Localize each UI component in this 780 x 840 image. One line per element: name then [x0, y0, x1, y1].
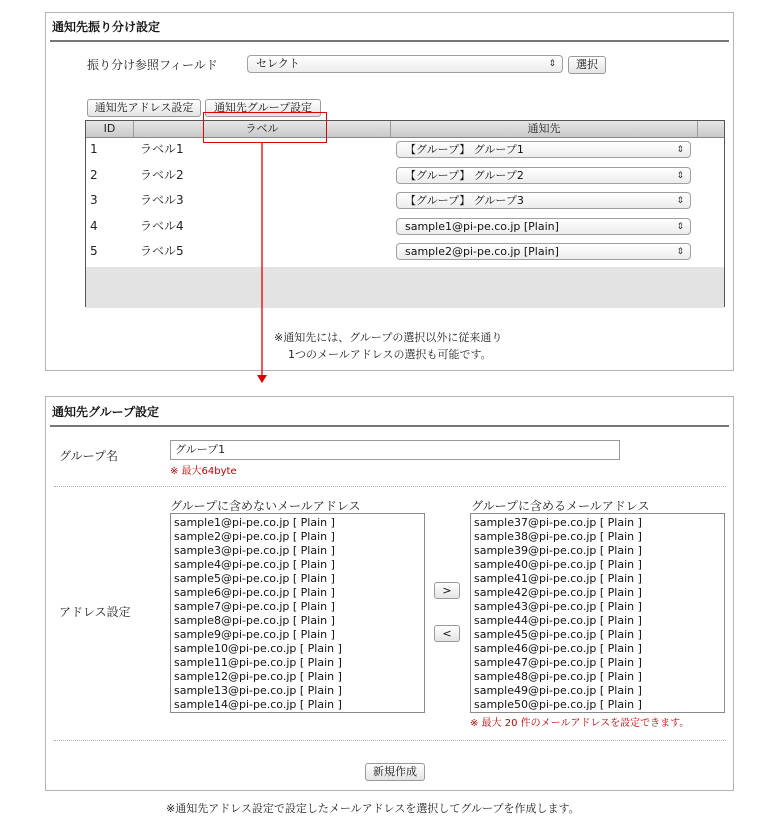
routing-table-empty-area — [86, 267, 724, 308]
included-address-option[interactable]: sample43@pi-pe.co.jp [ Plain ] — [474, 600, 642, 613]
table-row — [86, 189, 724, 215]
select-arrow-icon: ⇕ — [676, 170, 684, 181]
row-divider — [54, 740, 726, 741]
included-addresses-list[interactable] — [470, 513, 725, 713]
included-address-option[interactable]: sample38@pi-pe.co.jp [ Plain ] — [474, 530, 642, 543]
destination-select-value: 【グループ】 グループ2 — [405, 168, 524, 182]
row-id: 4 — [90, 218, 98, 233]
routing-field-select-value: セレクト — [256, 57, 300, 70]
destination-select[interactable] — [396, 167, 691, 184]
label-column-highlight — [203, 112, 327, 143]
included-address-option[interactable]: sample47@pi-pe.co.jp [ Plain ] — [474, 656, 642, 669]
destination-select[interactable] — [396, 192, 691, 209]
select-arrow-icon: ⇕ — [676, 196, 684, 207]
excluded-address-option[interactable]: sample5@pi-pe.co.jp [ Plain ] — [174, 572, 335, 585]
address-settings-label: アドレス設定 — [59, 605, 131, 619]
excluded-address-option[interactable]: sample11@pi-pe.co.jp [ Plain ] — [174, 656, 342, 669]
routing-table-header — [86, 121, 724, 138]
group-name-limit-note: ※ 最大64byte — [170, 466, 237, 477]
destination-select-value: sample1@pi-pe.co.jp [Plain] — [405, 219, 559, 233]
row-id: 1 — [90, 142, 98, 156]
destination-select-value: sample2@pi-pe.co.jp [Plain] — [405, 245, 559, 259]
routing-note-line1: ※通知先には、グループの選択以外に従来通り — [274, 331, 503, 344]
included-address-option[interactable]: sample50@pi-pe.co.jp [ Plain ] — [474, 698, 642, 711]
group-name-input[interactable]: グループ1 — [170, 440, 620, 460]
row-label: ラベル4 — [140, 218, 184, 233]
row-label: ラベル3 — [140, 193, 184, 208]
routing-field-label: 振り分け参照フィールド — [87, 58, 218, 72]
column-header-destination[interactable]: 通知先 — [391, 121, 698, 137]
destination-select-value: 【グループ】 グループ3 — [405, 194, 524, 208]
routing-note-line2: 1つのメールアドレスの選択も可能です。 — [288, 348, 492, 361]
included-address-option[interactable]: sample45@pi-pe.co.jp [ Plain ] — [474, 628, 642, 641]
excluded-addresses-title: グループに含めないメールアドレス — [170, 499, 361, 513]
routing-field-select[interactable] — [247, 55, 563, 73]
excluded-address-option[interactable]: sample1@pi-pe.co.jp [ Plain ] — [174, 516, 335, 529]
group-title-rule — [50, 425, 729, 427]
add-address-button[interactable]: > — [434, 582, 460, 599]
destination-select[interactable] — [396, 218, 691, 235]
included-address-option[interactable]: sample40@pi-pe.co.jp [ Plain ] — [474, 558, 642, 571]
excluded-address-option[interactable]: sample13@pi-pe.co.jp [ Plain ] — [174, 684, 342, 697]
select-arrow-icon: ⇕ — [676, 145, 684, 155]
table-row — [86, 215, 724, 241]
row-label: ラベル2 — [140, 167, 184, 182]
excluded-address-option[interactable]: sample2@pi-pe.co.jp [ Plain ] — [174, 530, 335, 543]
table-row — [86, 240, 724, 266]
group-name-label: グループ名 — [59, 449, 119, 463]
excluded-address-option[interactable]: sample8@pi-pe.co.jp [ Plain ] — [174, 614, 335, 627]
routing-title-rule — [50, 40, 729, 42]
excluded-address-option[interactable]: sample7@pi-pe.co.jp [ Plain ] — [174, 600, 335, 613]
connector-arrow-icon — [254, 142, 270, 386]
included-address-option[interactable]: sample49@pi-pe.co.jp [ Plain ] — [474, 684, 642, 697]
row-divider — [54, 486, 726, 487]
row-id: 5 — [90, 244, 98, 259]
column-header-id[interactable]: ID — [86, 121, 134, 137]
included-address-option[interactable]: sample41@pi-pe.co.jp [ Plain ] — [474, 572, 642, 585]
excluded-address-option[interactable]: sample3@pi-pe.co.jp [ Plain ] — [174, 544, 335, 557]
included-addresses-title: グループに含めるメールアドレス — [471, 499, 650, 513]
destination-select[interactable] — [396, 243, 691, 260]
excluded-addresses-list[interactable] — [170, 513, 425, 713]
included-limit-note: ※ 最大 20 件のメールアドレスを設定できます。 — [470, 718, 690, 729]
table-row — [86, 138, 724, 164]
included-address-option[interactable]: sample44@pi-pe.co.jp [ Plain ] — [474, 614, 642, 627]
destination-select[interactable] — [396, 141, 691, 158]
table-row — [86, 164, 724, 190]
select-arrow-icon: ⇕ — [676, 221, 684, 232]
row-label: ラベル1 — [140, 142, 184, 156]
excluded-address-option[interactable]: sample9@pi-pe.co.jp [ Plain ] — [174, 628, 335, 641]
included-address-option[interactable]: sample42@pi-pe.co.jp [ Plain ] — [474, 586, 642, 599]
create-new-button[interactable]: 新規作成 — [365, 763, 425, 781]
row-id: 3 — [90, 193, 98, 208]
column-header-label[interactable]: ラベル — [134, 121, 391, 137]
included-address-option[interactable]: sample37@pi-pe.co.jp [ Plain ] — [474, 516, 642, 529]
routing-table — [85, 120, 725, 307]
destination-select-value: 【グループ】 グループ1 — [405, 143, 524, 156]
excluded-address-option[interactable]: sample14@pi-pe.co.jp [ Plain ] — [174, 698, 342, 711]
excluded-address-option[interactable]: sample12@pi-pe.co.jp [ Plain ] — [174, 670, 342, 683]
excluded-address-option[interactable]: sample6@pi-pe.co.jp [ Plain ] — [174, 586, 335, 599]
row-label: ラベル5 — [140, 244, 184, 259]
excluded-address-option[interactable]: sample10@pi-pe.co.jp [ Plain ] — [174, 642, 342, 655]
tab-group-settings[interactable]: 通知先グループ設定 — [205, 99, 321, 117]
remove-address-button[interactable]: < — [434, 625, 460, 642]
included-address-option[interactable]: sample46@pi-pe.co.jp [ Plain ] — [474, 642, 642, 655]
included-address-option[interactable]: sample39@pi-pe.co.jp [ Plain ] — [474, 544, 642, 557]
row-id: 2 — [90, 167, 98, 182]
select-arrow-icon: ⇕ — [676, 247, 684, 258]
select-button[interactable]: 選択 — [568, 56, 606, 74]
excluded-address-option[interactable]: sample4@pi-pe.co.jp [ Plain ] — [174, 558, 335, 571]
group-settings-title: 通知先グループ設定 — [52, 405, 160, 419]
tab-address-settings[interactable]: 通知先アドレス設定 — [87, 99, 201, 117]
footer-note: ※通知先アドレス設定で設定したメールアドレスを選択してグループを作成します。 — [166, 802, 580, 815]
included-address-option[interactable]: sample48@pi-pe.co.jp [ Plain ] — [474, 670, 642, 683]
select-arrow-icon: ⇕ — [548, 59, 556, 69]
routing-settings-title: 通知先振り分け設定 — [52, 20, 161, 34]
